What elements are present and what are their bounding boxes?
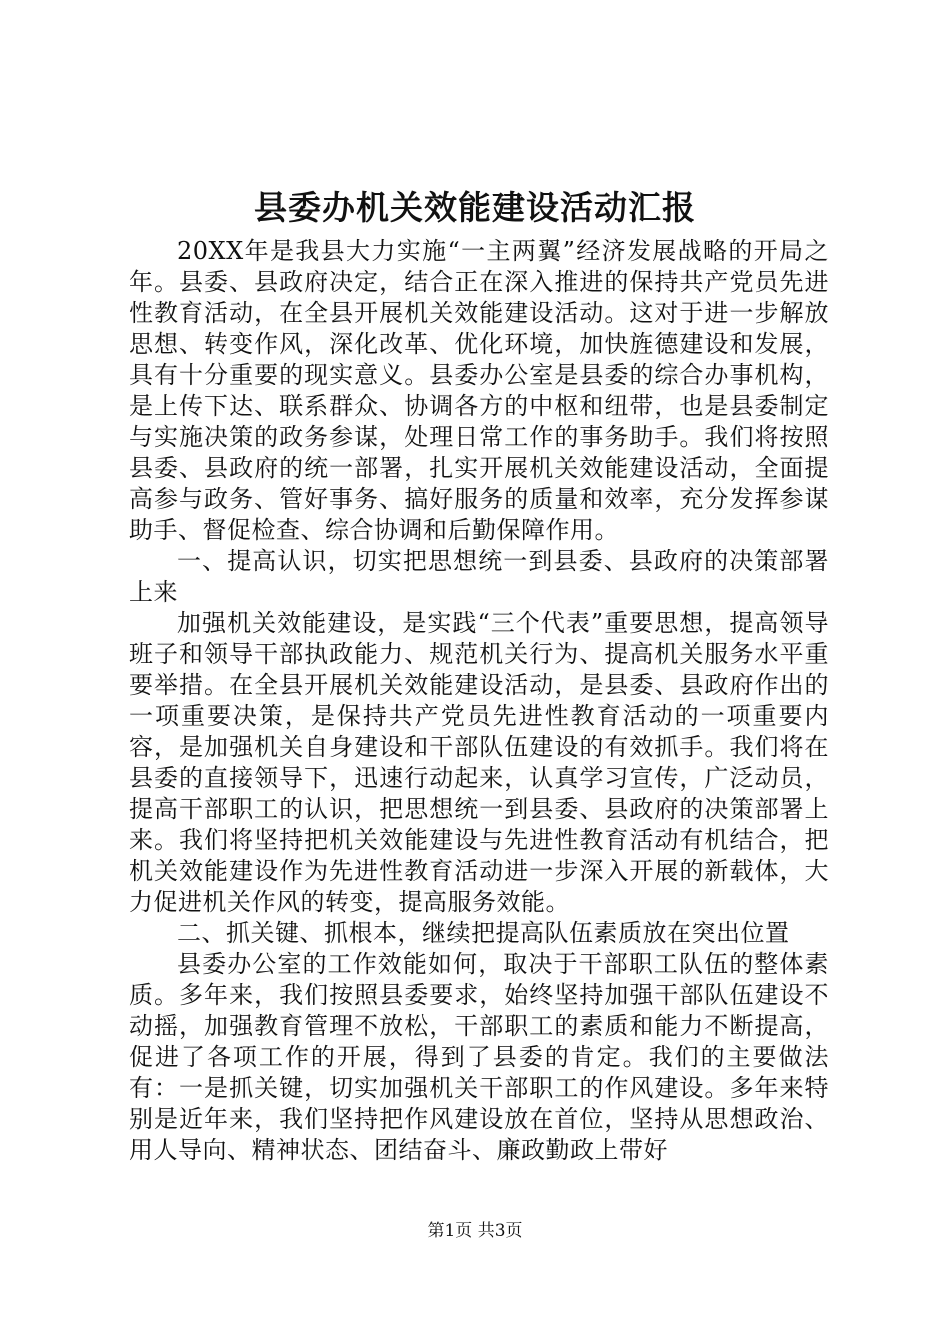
page-number-footer: 第1页 共3页 (427, 1221, 523, 1241)
paragraph-intro: 20XX年是我县大力实施“一主两翼”经济发展战略的开局之年。县委、县政府决定，结合正在深入推进的保持共产党员先进性教育活动，在全县开展机关效能建设活动。这对于进一步解放思想、转变作风，深化改革、优化环境，加快旌德建设和发展，具有十分重要的现实意义。县委办公室是县委的综合办事机构，是上传下达、联系群众、协调各方的中枢和纽带，也是县委制定与实施决策的政务参谋，处理日常工作的事务助手。我们将按照县委、县政府的统一部署，扎实开展机关效能建设活动，全面提高参与政务、管好事务、搞好服务的质量和效率，充分发挥参谋助手、督促检查、综合协调和后勤保障作用。 (129, 237, 829, 544)
paragraph-section-1: 加强机关效能建设，是实践“三个代表”重要思想，提高领导班子和领导干部执政能力、规范机关行为、提高机关服务水平重要举措。在全县开展机关效能建设活动，是县委、县政府作出的一项重要决策，是保持共产党员先进性教育活动的一项重要内容，是加强机关自身建设和干部队伍建设的有效抓手。我们将在县委的直接领导下，迅速行动起来，认真学习宣传，广泛动员，提高干部职工的认识，把思想统一到县委、县政府的决策部署上来。我们将坚持把机关效能建设与先进性教育活动有机结合，把机关效能建设作为先进性教育活动进一步深入开展的新载体，大力促进机关作风的转变，提高服务效能。 (129, 609, 829, 916)
section-heading-1: 一、提高认识，切实把思想统一到县委、县政府的决策部署上来 (129, 547, 829, 606)
section-heading-2: 二、抓关键、抓根本，继续把提高队伍素质放在突出位置 (177, 919, 790, 947)
document-body (129, 236, 829, 1166)
paragraph-section-2: 县委办公室的工作效能如何，取决于干部职工队伍的整体素质。多年来，我们按照县委要求，始终坚持加强干部队伍建设不动摇，加强教育管理不放松，干部职工的素质和能力不断提高，促进了各项工作的开展，得到了县委的肯定。我们的主要做法有：一是抓关键，切实加强机关干部职工的作风建设。多年来特别是近年来，我们坚持把作风建设放在首位，坚持从思想政治、用人导向、精神状态、团结奋斗、廉政勤政上带好 (129, 950, 829, 1164)
document-title: 县委办机关效能建设活动汇报 (254, 188, 696, 227)
